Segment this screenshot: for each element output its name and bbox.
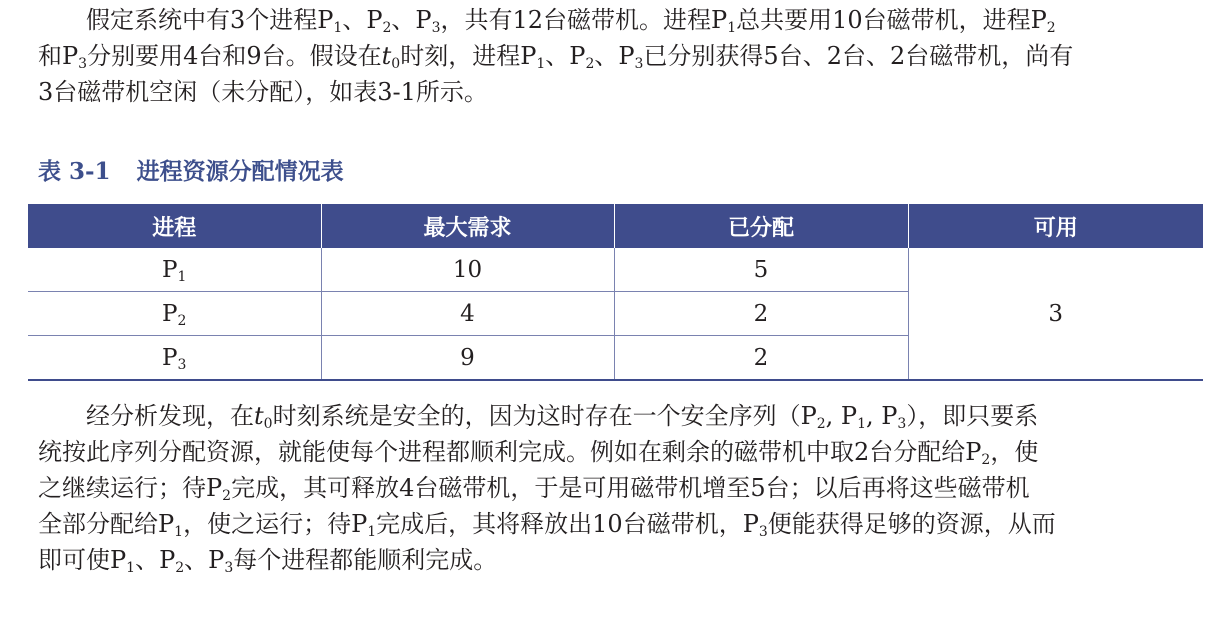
header-allocated: 已分配 xyxy=(614,204,908,248)
cell-allocated: 2 xyxy=(614,336,908,381)
intro-line-3: 3台磁带机空闲（未分配），如表3-1所示。 xyxy=(38,78,488,106)
intro-line-1: 假定系统中有3个进程$P_1$、$P_2$、$P_3$，共有12台磁带机。进程$P_1$总共要用10台磁带机，进程$P_2$ xyxy=(86,6,1056,36)
table-title-text: 进程资源分配情况表 xyxy=(136,158,344,185)
analysis-line-3: 之继续运行；待$P_2$完成，其可释放4台磁带机，于是可用磁带机增至5台；以后再将这些磁带机 xyxy=(38,474,1030,504)
cell-allocated: 2 xyxy=(614,292,908,336)
cell-process: $P_3$ xyxy=(28,336,321,381)
cell-max-demand: 4 xyxy=(321,292,614,336)
header-available: 可用 xyxy=(908,204,1203,248)
cell-available: 3 xyxy=(908,248,1203,380)
analysis-line-2: 统按此序列分配资源，就能使每个进程都顺利完成。例如在剩余的磁带机中取2台分配给$P_2$，使 xyxy=(38,438,1039,468)
cell-process: $P_1$ xyxy=(162,256,187,285)
resource-allocation-table xyxy=(28,204,1203,381)
cell-allocated: 5 xyxy=(614,248,908,292)
header-process: 进程 xyxy=(28,204,321,248)
cell-max-demand: 9 xyxy=(321,336,614,381)
cell-process: $P_2$ xyxy=(28,292,321,336)
table-title xyxy=(38,156,344,188)
table-header-row xyxy=(28,204,1203,248)
analysis-paragraph xyxy=(38,398,1208,578)
intro-paragraph xyxy=(38,2,1208,110)
table-row xyxy=(28,248,1203,292)
analysis-line-5: 即可使$P_1$、$P_2$、$P_3$每个进程都能顺利完成。 xyxy=(38,546,498,576)
header-max-demand: 最大需求 xyxy=(321,204,614,248)
table-number: 表 3-1 xyxy=(38,158,111,185)
cell-max-demand: 10 xyxy=(321,248,614,292)
intro-line-2: 和$P_3$分别要用4台和9台。假设在$t_0$时刻，进程$P_1$、$P_2$、$P_3$已分别获得5台、2台、2台磁带机，尚有 xyxy=(38,42,1074,72)
analysis-line-1: 经分析发现，在$t_0$时刻系统是安全的，因为这时存在一个安全序列（$P_2$, $P_1$, $P_3$），即只要系 xyxy=(86,402,1039,432)
analysis-line-4: 全部分配给$P_1$，使之运行；待$P_1$完成后，其将释放出10台磁带机，$P_3$便能获得足够的资源，从而 xyxy=(38,510,1056,540)
